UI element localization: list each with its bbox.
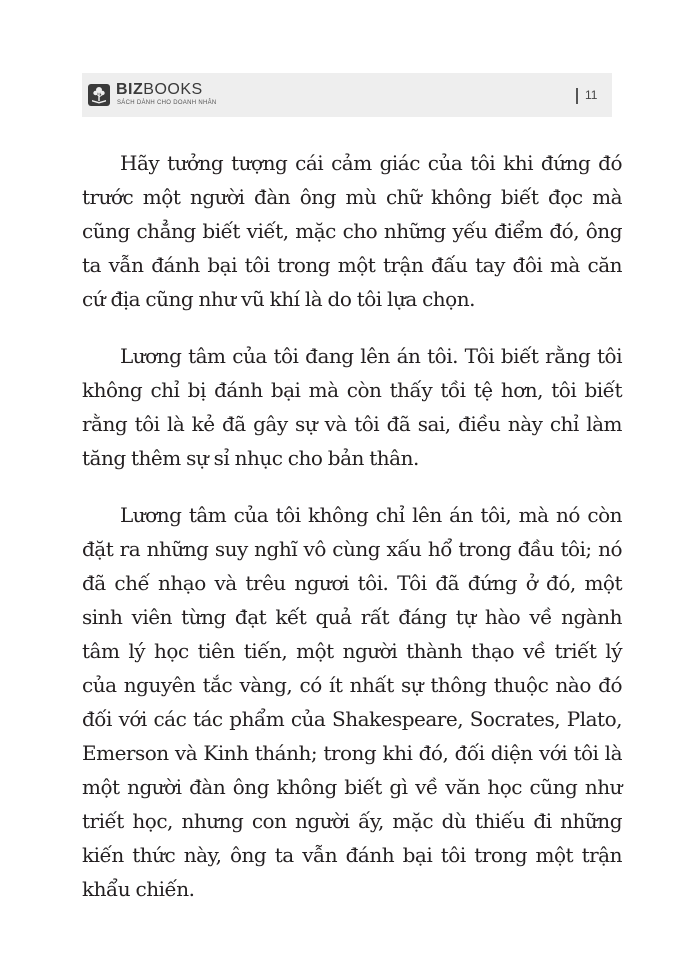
page-number: 11 [585,88,598,102]
page-body [82,146,622,929]
brand-name-bold: BIZ [116,81,144,98]
paragraph: Lương tâm của tôi không chỉ lên án tôi, mà nó còn đặt ra những suy nghĩ vô cùng xấu hổ trong đầu tôi; nó đã chế nhạo và trêu ngươi tôi. Tôi đã đứng ở đó, một sinh viên từng đạt kết quả rất đáng tự hào về ngành tâm lý học tiên tiến, một người thành thạo về triết lý của nguyên tắc vàng, có ít nhất sự thông thuộc nào đó đối với các tác phẩm của Shakespeare, Socrates, Plato, Emerson và Kinh thánh; trong khi đó, đối diện với tôi là một người đàn ông không biết gì về văn học cũng như triết học, nhưng con người ấy, mặc dù thiếu đi những kiến thức này, ông ta vẫn đánh bại tôi trong một trận khẩu chiến. [82,503,622,901]
page-header [82,73,612,117]
paragraph: Hãy tưởng tượng cái cảm giác của tôi khi đứng đó trước một người đàn ông mù chữ không biết đọc mà cũng chẳng biết viết, mặc cho những yếu điểm đó, ông ta vẫn đánh bại tôi trong một trận đấu tay đôi mà căn cứ địa cũng như vũ khí là do tôi lựa chọn. [82,151,622,311]
brand-tagline: SÁCH DÀNH CHO DOANH NHÂN [117,100,217,106]
brand-name-light: BOOKS [143,81,203,98]
paragraph: Lương tâm của tôi đang lên án tôi. Tôi biết rằng tôi không chỉ bị đánh bại mà còn thấy tồi tệ hơn, tôi biết rằng tôi là kẻ đã gây sự và tôi đã sai, điều này chỉ làm tăng thêm sự sỉ nhục cho bản thân. [82,344,622,470]
book-tree-icon [88,84,110,106]
brand-name [116,82,203,98]
page-number-divider [576,88,578,104]
